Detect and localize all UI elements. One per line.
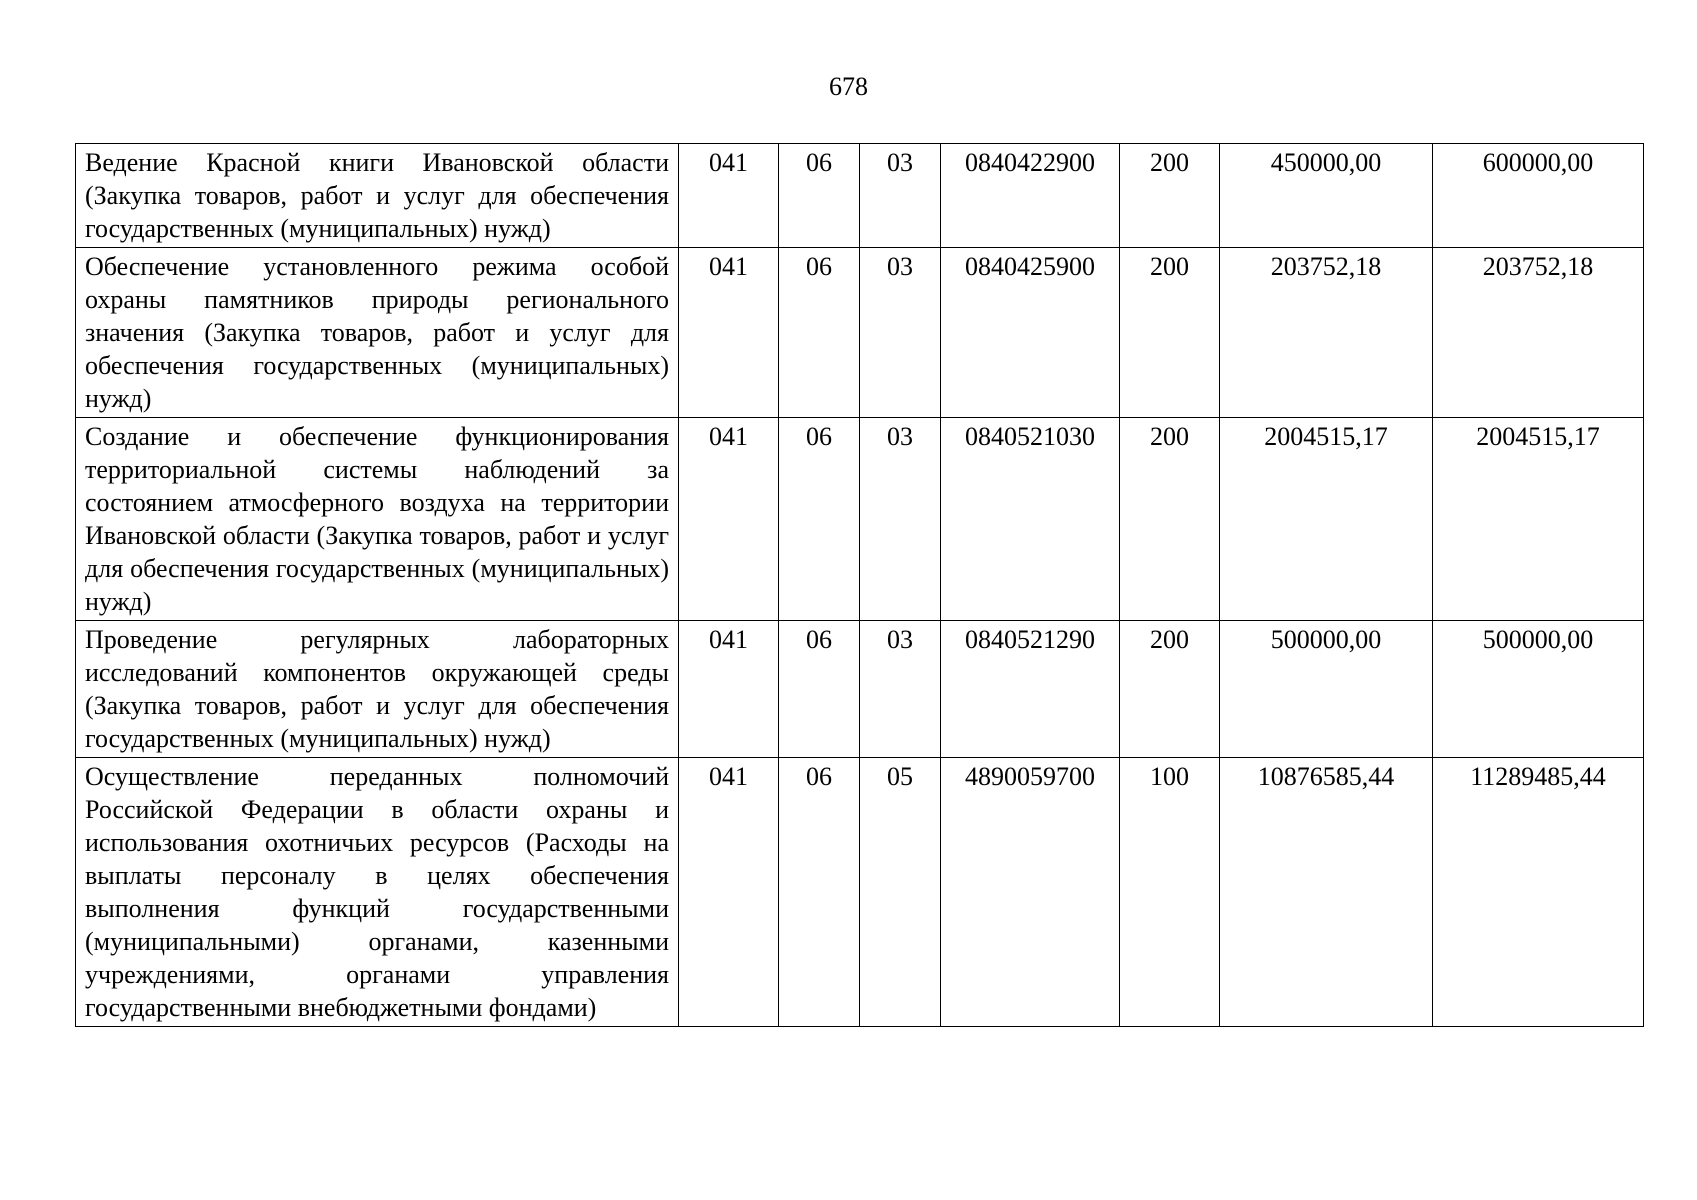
section-code-cell: 06	[779, 621, 860, 758]
amount-year-1-cell: 10876585,44	[1220, 758, 1433, 1027]
expense-name-cell: Создание и обеспечение функционирования территориальной системы наблюдений за состоянием атмосферного воздуха на территории Ивановской области (Закупка товаров, работ и услуг для обеспечения государственных (муниципальных) нужд)	[76, 418, 679, 621]
expense-type-cell: 200	[1120, 418, 1220, 621]
amount-year-2-cell: 11289485,44	[1433, 758, 1644, 1027]
target-article-cell: 0840521290	[941, 621, 1120, 758]
table-row	[76, 758, 1644, 1027]
section-code-cell: 06	[779, 144, 860, 248]
expense-name-cell: Ведение Красной книги Ивановской области (Закупка товаров, работ и услуг для обеспечения государственных (муниципальных) нужд)	[76, 144, 679, 248]
target-article-cell: 0840521030	[941, 418, 1120, 621]
amount-year-1-cell: 2004515,17	[1220, 418, 1433, 621]
expense-type-cell: 200	[1120, 621, 1220, 758]
subsection-code-cell: 03	[860, 418, 941, 621]
amount-year-1-cell: 203752,18	[1220, 248, 1433, 418]
expense-name-cell: Осуществление переданных полномочий Российской Федерации в области охраны и использования охотничьих ресурсов (Расходы на выплаты персоналу в целях обеспечения выполнения функций государственными (муниципальными) органами, казенными учреждениями, органами управления государственными внебюджетными фондами)	[76, 758, 679, 1027]
amount-year-2-cell: 600000,00	[1433, 144, 1644, 248]
expense-type-cell: 100	[1120, 758, 1220, 1027]
expense-type-cell: 200	[1120, 248, 1220, 418]
expense-type-cell: 200	[1120, 144, 1220, 248]
table-row	[76, 144, 1644, 248]
amount-year-1-cell: 450000,00	[1220, 144, 1433, 248]
amount-year-1-cell: 500000,00	[1220, 621, 1433, 758]
subsection-code-cell: 03	[860, 248, 941, 418]
ministry-code-cell: 041	[679, 418, 779, 621]
table-row	[76, 418, 1644, 621]
ministry-code-cell: 041	[679, 144, 779, 248]
section-code-cell: 06	[779, 418, 860, 621]
amount-year-2-cell: 500000,00	[1433, 621, 1644, 758]
expense-name-cell: Обеспечение установленного режима особой охраны памятников природы регионального значения (Закупка товаров, работ и услуг для обеспечения государственных (муниципальных) нужд)	[76, 248, 679, 418]
target-article-cell: 0840425900	[941, 248, 1120, 418]
subsection-code-cell: 05	[860, 758, 941, 1027]
subsection-code-cell: 03	[860, 621, 941, 758]
ministry-code-cell: 041	[679, 248, 779, 418]
amount-year-2-cell: 2004515,17	[1433, 418, 1644, 621]
section-code-cell: 06	[779, 758, 860, 1027]
target-article-cell: 4890059700	[941, 758, 1120, 1027]
table-row	[76, 621, 1644, 758]
ministry-code-cell: 041	[679, 758, 779, 1027]
amount-year-2-cell: 203752,18	[1433, 248, 1644, 418]
expense-name-cell: Проведение регулярных лабораторных исследований компонентов окружающей среды (Закупка товаров, работ и услуг для обеспечения государственных (муниципальных) нужд)	[76, 621, 679, 758]
page-number: 678	[829, 72, 868, 101]
section-code-cell: 06	[779, 248, 860, 418]
budget-table	[75, 143, 1644, 1027]
subsection-code-cell: 03	[860, 144, 941, 248]
table-row	[76, 248, 1644, 418]
ministry-code-cell: 041	[679, 621, 779, 758]
target-article-cell: 0840422900	[941, 144, 1120, 248]
